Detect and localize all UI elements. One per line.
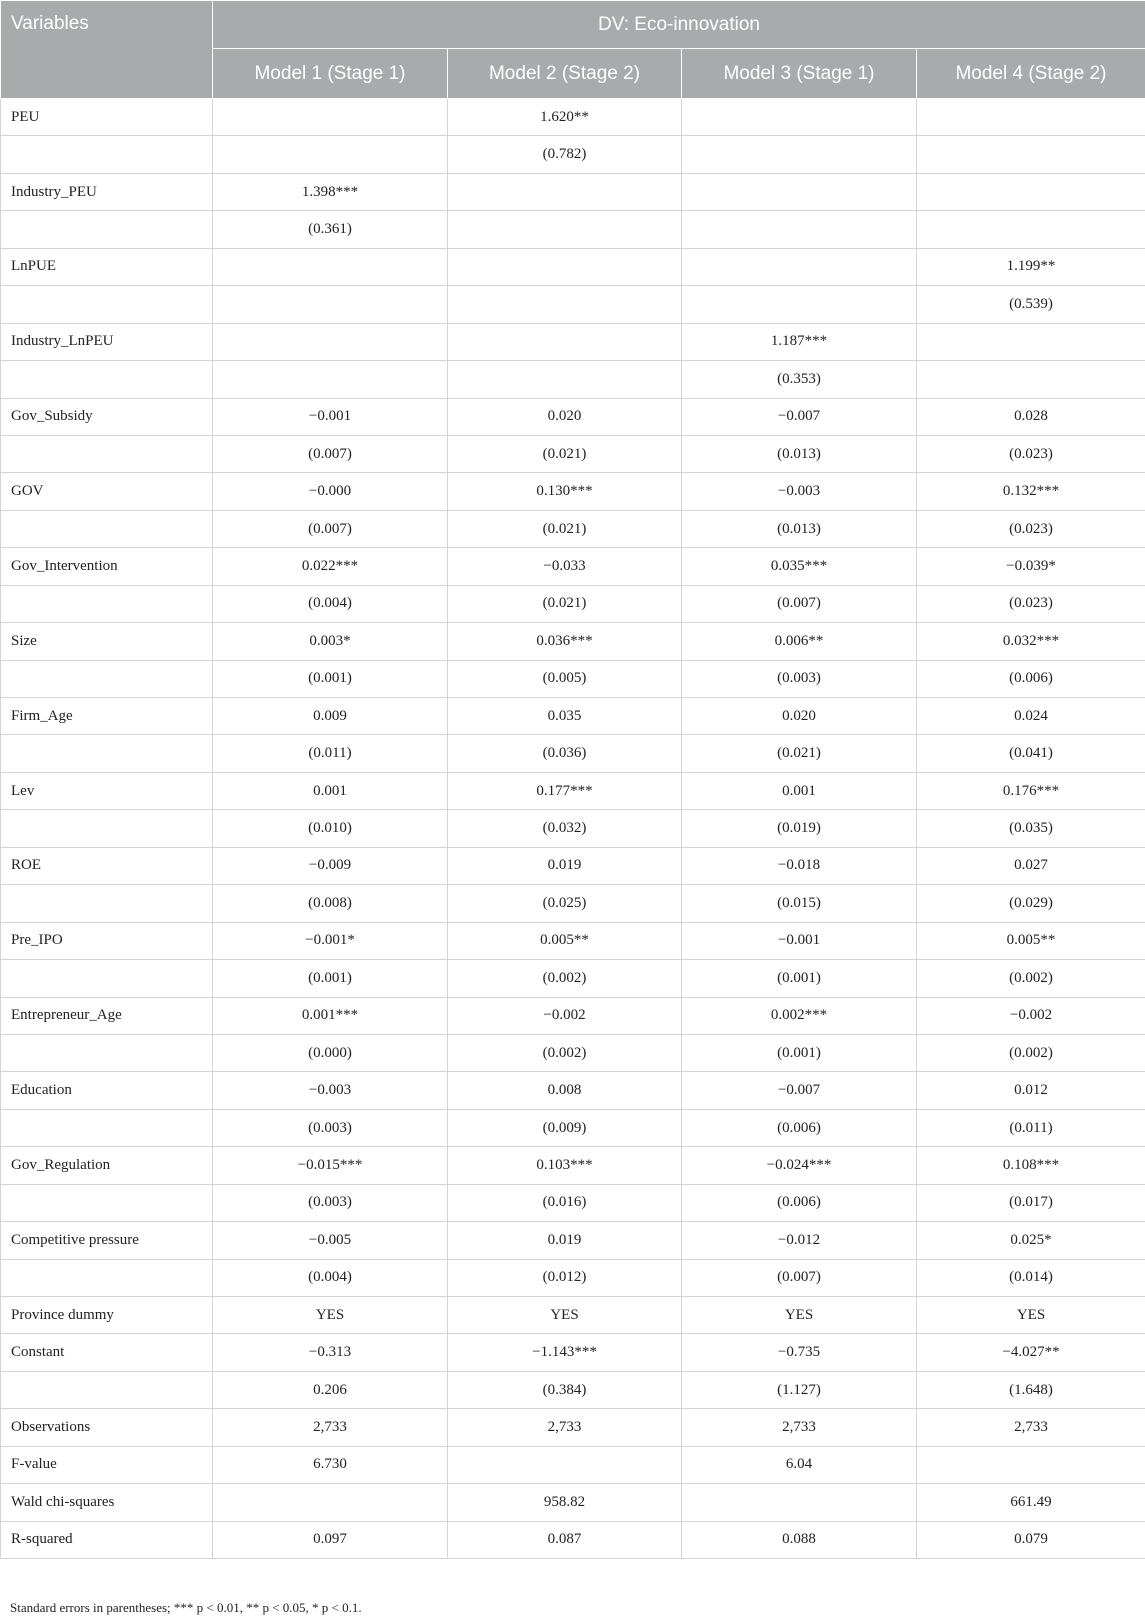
cell-model-2: (0.384) <box>448 1371 682 1408</box>
cell-model-1: (0.361) <box>213 211 448 248</box>
table-row <box>1 585 1145 622</box>
row-label <box>1 1109 213 1146</box>
cell-model-2: (0.012) <box>448 1259 682 1296</box>
cell-model-2 <box>448 323 682 360</box>
cell-model-1 <box>213 323 448 360</box>
row-label: Pre_IPO <box>1 922 213 959</box>
row-label: ROE <box>1 847 213 884</box>
cell-model-2: 0.005** <box>448 922 682 959</box>
cell-model-1: (0.000) <box>213 1034 448 1071</box>
cell-model-4: 0.028 <box>917 398 1145 435</box>
table-row <box>1 847 1145 884</box>
cell-model-2: 0.103*** <box>448 1147 682 1184</box>
cell-model-4 <box>917 361 1145 398</box>
row-label: Gov_Subsidy <box>1 398 213 435</box>
cell-model-4: 0.108*** <box>917 1147 1145 1184</box>
cell-model-2: (0.036) <box>448 735 682 772</box>
cell-model-2: (0.002) <box>448 1034 682 1071</box>
row-label <box>1 136 213 173</box>
cell-model-2: 1.620** <box>448 99 682 136</box>
cell-model-3 <box>682 211 917 248</box>
cell-model-3: 0.001 <box>682 772 917 809</box>
row-label: Lev <box>1 772 213 809</box>
cell-model-1: −0.003 <box>213 1072 448 1109</box>
table-row <box>1 323 1145 360</box>
cell-model-1: −0.015*** <box>213 1147 448 1184</box>
cell-model-2: 958.82 <box>448 1484 682 1521</box>
cell-model-4: (0.014) <box>917 1259 1145 1296</box>
row-label: Gov_Regulation <box>1 1147 213 1184</box>
cell-model-3: (0.353) <box>682 361 917 398</box>
row-label: Education <box>1 1072 213 1109</box>
cell-model-1: (0.004) <box>213 1259 448 1296</box>
cell-model-2: −0.002 <box>448 997 682 1034</box>
row-label: Industry_PEU <box>1 173 213 210</box>
cell-model-2 <box>448 1446 682 1483</box>
cell-model-1: (0.001) <box>213 660 448 697</box>
cell-model-2: YES <box>448 1297 682 1334</box>
cell-model-1 <box>213 136 448 173</box>
table-row <box>1 1484 1145 1521</box>
model-1-header: Model 1 (Stage 1) <box>213 49 448 99</box>
cell-model-2: 0.019 <box>448 847 682 884</box>
table-row <box>1 1446 1145 1483</box>
cell-model-3: (0.001) <box>682 960 917 997</box>
cell-model-1: YES <box>213 1297 448 1334</box>
cell-model-2: (0.032) <box>448 810 682 847</box>
cell-model-1 <box>213 361 448 398</box>
cell-model-4: (0.029) <box>917 885 1145 922</box>
cell-model-3: (0.019) <box>682 810 917 847</box>
cell-model-4: YES <box>917 1297 1145 1334</box>
cell-model-3 <box>682 248 917 285</box>
table-row <box>1 997 1145 1034</box>
table-row <box>1 698 1145 735</box>
cell-model-1: (0.010) <box>213 810 448 847</box>
cell-model-2: (0.782) <box>448 136 682 173</box>
cell-model-2: 0.087 <box>448 1521 682 1558</box>
cell-model-1: −0.001* <box>213 922 448 959</box>
cell-model-4: 0.132*** <box>917 473 1145 510</box>
cell-model-4 <box>917 136 1145 173</box>
cell-model-4: 0.032*** <box>917 623 1145 660</box>
cell-model-3: (1.127) <box>682 1371 917 1408</box>
row-label: LnPUE <box>1 248 213 285</box>
row-label: R-squared <box>1 1521 213 1558</box>
cell-model-3 <box>682 1484 917 1521</box>
cell-model-3 <box>682 173 917 210</box>
table-row <box>1 1034 1145 1071</box>
cell-model-4: −0.039* <box>917 548 1145 585</box>
cell-model-3: (0.007) <box>682 585 917 622</box>
table-body <box>1 99 1145 1559</box>
cell-model-3 <box>682 99 917 136</box>
cell-model-2: 0.008 <box>448 1072 682 1109</box>
cell-model-4 <box>917 99 1145 136</box>
cell-model-1 <box>213 286 448 323</box>
cell-model-3: −0.007 <box>682 398 917 435</box>
row-label <box>1 885 213 922</box>
row-label <box>1 361 213 398</box>
row-label: Gov_Intervention <box>1 548 213 585</box>
cell-model-3: −0.024*** <box>682 1147 917 1184</box>
cell-model-3: YES <box>682 1297 917 1334</box>
row-label: Entrepreneur_Age <box>1 997 213 1034</box>
cell-model-3: (0.003) <box>682 660 917 697</box>
cell-model-2: 0.035 <box>448 698 682 735</box>
cell-model-2: 0.177*** <box>448 772 682 809</box>
cell-model-2 <box>448 211 682 248</box>
cell-model-3: −0.735 <box>682 1334 917 1371</box>
cell-model-4: 0.005** <box>917 922 1145 959</box>
table-row <box>1 361 1145 398</box>
table-row <box>1 1072 1145 1109</box>
cell-model-3: 0.006** <box>682 623 917 660</box>
cell-model-1: 0.009 <box>213 698 448 735</box>
table-footnote: Standard errors in parentheses; *** p < 0.01, ** p < 0.05, * p < 0.1. <box>10 1600 362 1615</box>
cell-model-4 <box>917 173 1145 210</box>
cell-model-4: 0.025* <box>917 1222 1145 1259</box>
cell-model-1: (0.007) <box>213 435 448 472</box>
cell-model-2: 0.130*** <box>448 473 682 510</box>
cell-model-4: (1.648) <box>917 1371 1145 1408</box>
cell-model-1: 6.730 <box>213 1446 448 1483</box>
cell-model-4: (0.006) <box>917 660 1145 697</box>
cell-model-2: −0.033 <box>448 548 682 585</box>
cell-model-3: (0.006) <box>682 1184 917 1221</box>
table-header <box>1 1 1145 99</box>
table-row <box>1 1109 1145 1146</box>
cell-model-3: 6.04 <box>682 1446 917 1483</box>
row-label <box>1 960 213 997</box>
row-label <box>1 660 213 697</box>
table-row <box>1 248 1145 285</box>
row-label: Constant <box>1 1334 213 1371</box>
cell-model-4: 0.012 <box>917 1072 1145 1109</box>
cell-model-4: 0.027 <box>917 847 1145 884</box>
row-label <box>1 510 213 547</box>
row-label: Competitive pressure <box>1 1222 213 1259</box>
table-row <box>1 810 1145 847</box>
row-label: Industry_LnPEU <box>1 323 213 360</box>
cell-model-4: 0.024 <box>917 698 1145 735</box>
table-row <box>1 1521 1145 1558</box>
row-label: Firm_Age <box>1 698 213 735</box>
row-label <box>1 435 213 472</box>
table-row <box>1 772 1145 809</box>
cell-model-3: (0.006) <box>682 1109 917 1146</box>
table-row <box>1 1147 1145 1184</box>
cell-model-2: (0.021) <box>448 435 682 472</box>
cell-model-3 <box>682 286 917 323</box>
cell-model-3 <box>682 136 917 173</box>
table-row <box>1 960 1145 997</box>
cell-model-3: 0.035*** <box>682 548 917 585</box>
table-row <box>1 473 1145 510</box>
row-label <box>1 286 213 323</box>
cell-model-3: 1.187*** <box>682 323 917 360</box>
cell-model-1: 0.022*** <box>213 548 448 585</box>
cell-model-4: (0.023) <box>917 510 1145 547</box>
cell-model-4: (0.017) <box>917 1184 1145 1221</box>
cell-model-1: −0.001 <box>213 398 448 435</box>
model-2-header: Model 2 (Stage 2) <box>448 49 682 99</box>
row-label: PEU <box>1 99 213 136</box>
cell-model-3: (0.001) <box>682 1034 917 1071</box>
cell-model-4: (0.041) <box>917 735 1145 772</box>
cell-model-4: 661.49 <box>917 1484 1145 1521</box>
cell-model-1 <box>213 99 448 136</box>
cell-model-1: −0.005 <box>213 1222 448 1259</box>
table-row <box>1 548 1145 585</box>
cell-model-1: 2,733 <box>213 1409 448 1446</box>
table-row <box>1 1371 1145 1408</box>
model-4-header: Model 4 (Stage 2) <box>917 49 1145 99</box>
cell-model-3: 0.088 <box>682 1521 917 1558</box>
cell-model-2: 0.036*** <box>448 623 682 660</box>
table-row <box>1 1409 1145 1446</box>
cell-model-1: 0.001*** <box>213 997 448 1034</box>
cell-model-4: 0.176*** <box>917 772 1145 809</box>
cell-model-2 <box>448 286 682 323</box>
cell-model-3: 0.020 <box>682 698 917 735</box>
cell-model-4: (0.011) <box>917 1109 1145 1146</box>
cell-model-1: 0.003* <box>213 623 448 660</box>
variables-header: Variables <box>1 1 213 99</box>
row-label <box>1 1259 213 1296</box>
table-row <box>1 173 1145 210</box>
cell-model-2: (0.009) <box>448 1109 682 1146</box>
cell-model-2 <box>448 173 682 210</box>
cell-model-3: −0.012 <box>682 1222 917 1259</box>
row-label: Province dummy <box>1 1297 213 1334</box>
cell-model-1: (0.003) <box>213 1184 448 1221</box>
cell-model-4 <box>917 1446 1145 1483</box>
cell-model-3: (0.007) <box>682 1259 917 1296</box>
cell-model-2: −1.143*** <box>448 1334 682 1371</box>
cell-model-2: (0.016) <box>448 1184 682 1221</box>
cell-model-2: (0.005) <box>448 660 682 697</box>
row-label: Observations <box>1 1409 213 1446</box>
cell-model-2: (0.021) <box>448 510 682 547</box>
cell-model-1: (0.001) <box>213 960 448 997</box>
cell-model-3: −0.007 <box>682 1072 917 1109</box>
table-row <box>1 1334 1145 1371</box>
cell-model-4: 2,733 <box>917 1409 1145 1446</box>
row-label: F-value <box>1 1446 213 1483</box>
cell-model-1: (0.004) <box>213 585 448 622</box>
cell-model-1: (0.011) <box>213 735 448 772</box>
table-row <box>1 1222 1145 1259</box>
cell-model-1: −0.009 <box>213 847 448 884</box>
cell-model-4 <box>917 323 1145 360</box>
cell-model-1: 1.398*** <box>213 173 448 210</box>
cell-model-2: 0.020 <box>448 398 682 435</box>
cell-model-4: −0.002 <box>917 997 1145 1034</box>
cell-model-2: 0.019 <box>448 1222 682 1259</box>
table-row <box>1 286 1145 323</box>
cell-model-3: −0.018 <box>682 847 917 884</box>
table-row <box>1 735 1145 772</box>
table-row <box>1 211 1145 248</box>
row-label <box>1 735 213 772</box>
cell-model-4: (0.002) <box>917 960 1145 997</box>
table-row <box>1 136 1145 173</box>
cell-model-1 <box>213 248 448 285</box>
row-label <box>1 585 213 622</box>
cell-model-2: (0.021) <box>448 585 682 622</box>
model-3-header: Model 3 (Stage 1) <box>682 49 917 99</box>
cell-model-4: (0.023) <box>917 585 1145 622</box>
cell-model-3: (0.013) <box>682 435 917 472</box>
cell-model-4: (0.002) <box>917 1034 1145 1071</box>
cell-model-1 <box>213 1484 448 1521</box>
cell-model-3: (0.015) <box>682 885 917 922</box>
cell-model-1: 0.097 <box>213 1521 448 1558</box>
table-row <box>1 1259 1145 1296</box>
table-row <box>1 1184 1145 1221</box>
cell-model-2: 2,733 <box>448 1409 682 1446</box>
row-label <box>1 810 213 847</box>
cell-model-4: 0.079 <box>917 1521 1145 1558</box>
cell-model-4 <box>917 211 1145 248</box>
dependent-variable-header: DV: Eco-innovation <box>213 1 1145 49</box>
table-row <box>1 660 1145 697</box>
cell-model-2 <box>448 361 682 398</box>
cell-model-1: −0.000 <box>213 473 448 510</box>
table-row <box>1 510 1145 547</box>
cell-model-1: (0.007) <box>213 510 448 547</box>
cell-model-1: 0.001 <box>213 772 448 809</box>
cell-model-4: (0.539) <box>917 286 1145 323</box>
table-row <box>1 1297 1145 1334</box>
table-row <box>1 885 1145 922</box>
cell-model-1: 0.206 <box>213 1371 448 1408</box>
table-row <box>1 435 1145 472</box>
row-label <box>1 1034 213 1071</box>
cell-model-3: 2,733 <box>682 1409 917 1446</box>
cell-model-1: −0.313 <box>213 1334 448 1371</box>
row-label: Size <box>1 623 213 660</box>
cell-model-1: (0.008) <box>213 885 448 922</box>
cell-model-2 <box>448 248 682 285</box>
cell-model-4: 1.199** <box>917 248 1145 285</box>
table-row <box>1 99 1145 136</box>
table-row <box>1 623 1145 660</box>
row-label: Wald chi-squares <box>1 1484 213 1521</box>
row-label <box>1 1184 213 1221</box>
cell-model-4: (0.023) <box>917 435 1145 472</box>
table-row <box>1 398 1145 435</box>
row-label: GOV <box>1 473 213 510</box>
cell-model-1: (0.003) <box>213 1109 448 1146</box>
row-label <box>1 211 213 248</box>
row-label <box>1 1371 213 1408</box>
cell-model-3: (0.013) <box>682 510 917 547</box>
cell-model-2: (0.025) <box>448 885 682 922</box>
cell-model-4: −4.027** <box>917 1334 1145 1371</box>
table-row <box>1 922 1145 959</box>
cell-model-4: (0.035) <box>917 810 1145 847</box>
cell-model-3: −0.003 <box>682 473 917 510</box>
cell-model-2: (0.002) <box>448 960 682 997</box>
cell-model-3: (0.021) <box>682 735 917 772</box>
cell-model-3: −0.001 <box>682 922 917 959</box>
cell-model-3: 0.002*** <box>682 997 917 1034</box>
